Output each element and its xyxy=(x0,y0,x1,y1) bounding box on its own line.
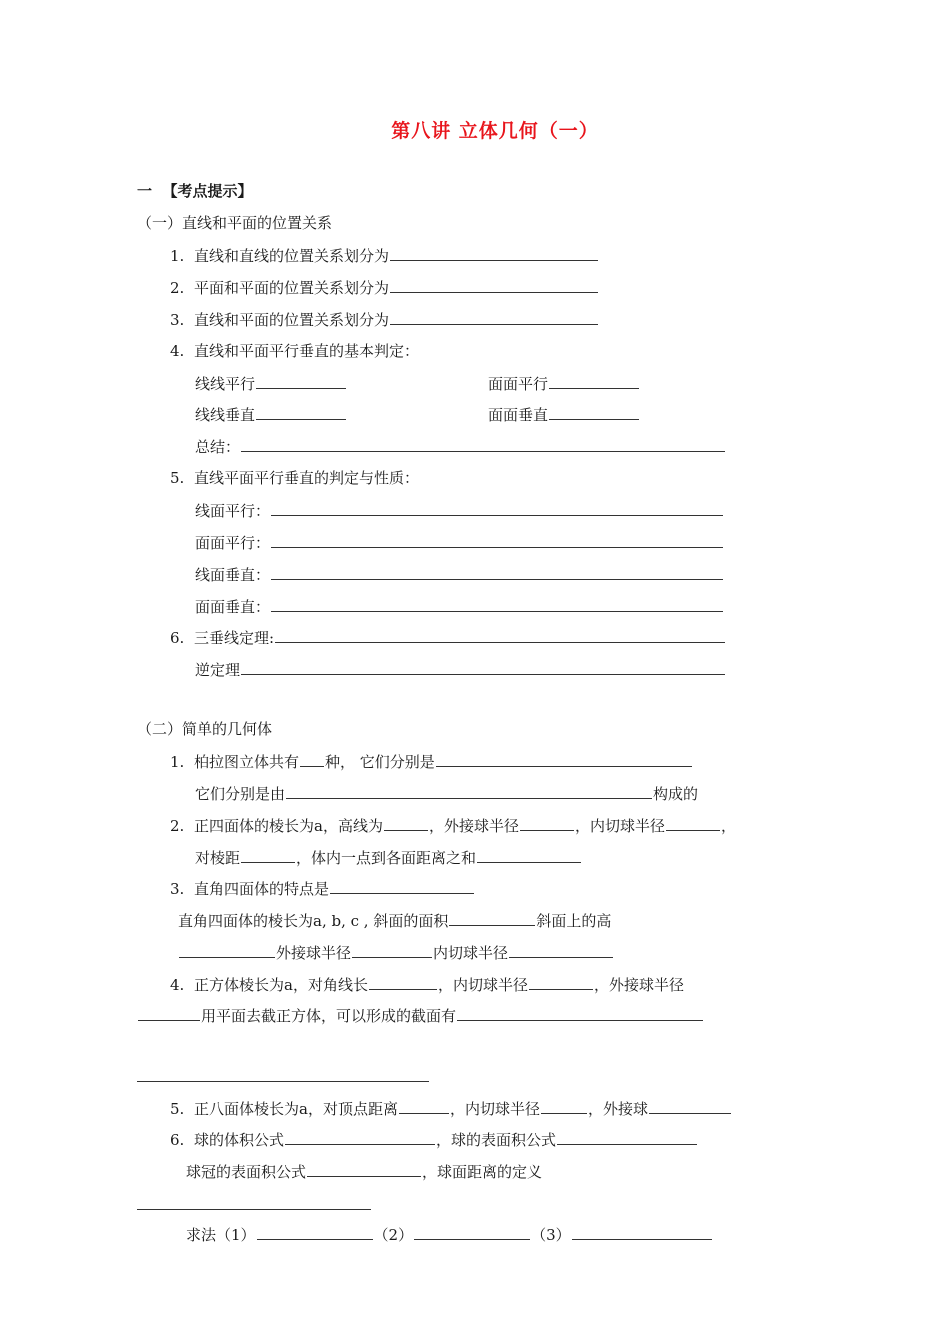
text: ，体内一点到各面距离之和 xyxy=(296,849,477,867)
text: ，球面距离的定义 xyxy=(422,1163,543,1181)
label: 逆定理 xyxy=(195,661,241,679)
problem-3-line-2 xyxy=(178,910,611,931)
item-4-plane-perpendicular xyxy=(488,404,640,425)
text: 直角四面体的特点是 xyxy=(194,880,330,898)
answer-blank[interactable] xyxy=(520,815,574,831)
answer-blank[interactable] xyxy=(256,404,346,420)
text: ，外接球半径 xyxy=(428,817,519,835)
text: 求法（1） xyxy=(186,1226,256,1244)
item-6 xyxy=(170,627,726,648)
answer-blank[interactable] xyxy=(352,942,432,958)
answer-blank[interactable] xyxy=(241,847,295,863)
section-heading xyxy=(137,181,252,201)
answer-blank[interactable] xyxy=(257,1224,373,1240)
item-text: 平面和平面的位置关系划分为 xyxy=(194,279,390,297)
subsection-title-1: （一）直线和平面的位置关系 xyxy=(137,214,333,232)
text: ，外接球 xyxy=(587,1100,648,1118)
label: 面面平行 xyxy=(488,375,549,393)
problem-3 xyxy=(170,878,475,899)
text: （2） xyxy=(373,1226,414,1244)
answer-blank[interactable] xyxy=(572,1224,712,1240)
item-6-converse xyxy=(195,659,726,680)
item-text: 直线和平面的位置关系划分为 xyxy=(194,311,390,329)
text: （3） xyxy=(531,1226,571,1244)
item-2 xyxy=(170,277,599,298)
text: 直角四面体的棱长为a, b, c , 斜面的面积 xyxy=(178,912,449,930)
item-4 xyxy=(170,341,419,361)
item-4-line-parallel xyxy=(195,373,347,394)
item-number: 4. xyxy=(170,342,185,360)
answer-blank[interactable] xyxy=(307,1161,421,1177)
answer-blank[interactable] xyxy=(300,751,324,767)
answer-blank[interactable] xyxy=(275,627,725,643)
answer-blank[interactable] xyxy=(541,1098,587,1114)
answer-blank[interactable] xyxy=(457,1005,703,1021)
item-number: 3. xyxy=(170,880,185,898)
answer-blank[interactable] xyxy=(271,532,723,548)
item-3 xyxy=(170,309,599,330)
answer-blank[interactable] xyxy=(649,1098,731,1114)
answer-blank[interactable] xyxy=(666,815,720,831)
label: 线面垂直： xyxy=(195,566,271,584)
problem-4 xyxy=(170,974,684,995)
section-number: 一 xyxy=(137,182,153,200)
text: 球的体积公式 xyxy=(194,1131,285,1149)
section-heading-text: 【考点提示】 xyxy=(162,182,253,200)
problem-6 xyxy=(170,1129,698,1150)
answer-blank[interactable] xyxy=(436,751,692,767)
answer-blank[interactable] xyxy=(557,1129,697,1145)
answer-blank[interactable] xyxy=(137,1209,371,1210)
text: 种， 它们分别是 xyxy=(325,753,435,771)
item-number: 1. xyxy=(170,247,185,265)
text: 对棱距 xyxy=(195,849,241,867)
problem-6-line-3 xyxy=(186,1224,713,1245)
problem-6-line-2 xyxy=(186,1161,542,1182)
text: 构成的 xyxy=(653,785,699,803)
item-number: 6. xyxy=(170,629,185,647)
text: 它们分别是由 xyxy=(195,785,286,803)
text: 内切球半径 xyxy=(433,944,509,962)
item-number: 3. xyxy=(170,311,185,329)
answer-blank[interactable] xyxy=(271,564,723,580)
item-number: 5. xyxy=(170,469,185,487)
item-text: 直线和直线的位置关系划分为 xyxy=(194,247,390,265)
answer-blank[interactable] xyxy=(529,974,593,990)
answer-blank[interactable] xyxy=(241,436,725,452)
label: 面面垂直： xyxy=(195,598,271,616)
answer-blank[interactable] xyxy=(390,277,598,293)
problem-2-line-2 xyxy=(195,847,582,868)
answer-blank[interactable] xyxy=(549,404,639,420)
answer-blank[interactable] xyxy=(549,373,639,389)
item-5-a xyxy=(195,500,724,521)
label: 线线垂直 xyxy=(195,406,256,424)
text: 球冠的表面积公式 xyxy=(186,1163,307,1181)
item-number: 1. xyxy=(170,753,185,771)
text: ，外接球半径 xyxy=(593,976,684,994)
text: 用平面去截正方体，可以形成的截面有 xyxy=(201,1007,457,1025)
answer-blank[interactable] xyxy=(286,783,652,799)
text: 正方体棱长为a，对角线长 xyxy=(194,976,368,994)
answer-blank[interactable] xyxy=(384,815,428,831)
text: 正八面体棱长为a，对顶点距离 xyxy=(194,1100,398,1118)
answer-blank[interactable] xyxy=(271,596,723,612)
label: 面面平行： xyxy=(195,534,271,552)
text: ，内切球半径 xyxy=(449,1100,540,1118)
answer-blank[interactable] xyxy=(477,847,581,863)
subsection-title-2: （二）简单的几何体 xyxy=(137,720,273,738)
answer-blank[interactable] xyxy=(241,659,725,675)
item-4-line-perpendicular xyxy=(195,404,347,425)
problem-4-line-2 xyxy=(137,1005,704,1026)
answer-blank[interactable] xyxy=(369,974,437,990)
label: 总结： xyxy=(195,438,241,456)
text: ， xyxy=(720,817,736,835)
answer-blank[interactable] xyxy=(509,942,613,958)
item-1 xyxy=(170,245,599,266)
item-4-plane-parallel xyxy=(488,373,640,394)
answer-blank[interactable] xyxy=(414,1224,530,1240)
page-title: 第八讲 立体几何（一） xyxy=(391,120,599,142)
text: 柏拉图立体共有 xyxy=(194,753,300,771)
text: 斜面上的高 xyxy=(536,912,612,930)
item-5-d xyxy=(195,596,724,617)
problem-2 xyxy=(170,815,736,836)
label: 面面垂直 xyxy=(488,406,549,424)
answer-blank[interactable] xyxy=(137,1081,429,1082)
problem-3-line-3 xyxy=(178,942,614,963)
answer-blank[interactable] xyxy=(399,1098,449,1114)
label: 线面平行： xyxy=(195,502,271,520)
answer-blank[interactable] xyxy=(271,500,723,516)
item-5 xyxy=(170,468,419,488)
answer-blank[interactable] xyxy=(390,245,598,261)
item-number: 6. xyxy=(170,1131,185,1149)
item-number: 4. xyxy=(170,976,185,994)
answer-blank[interactable] xyxy=(256,373,346,389)
item-text: 三垂线定理: xyxy=(194,629,275,647)
answer-blank[interactable] xyxy=(138,1005,200,1021)
problem-5 xyxy=(170,1098,732,1119)
text: ，内切球半径 xyxy=(437,976,528,994)
answer-blank[interactable] xyxy=(390,309,598,325)
text: 正四面体的棱长为a，高线为 xyxy=(194,817,383,835)
item-number: 5. xyxy=(170,1100,185,1118)
answer-blank[interactable] xyxy=(449,910,535,926)
item-text: 直线平面平行垂直的判定与性质： xyxy=(194,469,420,487)
item-4-summary xyxy=(195,436,726,457)
item-number: 2. xyxy=(170,279,185,297)
text: ，球的表面积公式 xyxy=(436,1131,557,1149)
item-text: 直线和平面平行垂直的基本判定： xyxy=(194,342,420,360)
problem-1 xyxy=(170,751,693,772)
item-5-b xyxy=(195,532,724,553)
answer-blank[interactable] xyxy=(285,1129,435,1145)
item-5-c xyxy=(195,564,724,585)
answer-blank[interactable] xyxy=(179,942,275,958)
text: 外接球半径 xyxy=(276,944,352,962)
item-number: 2. xyxy=(170,817,185,835)
problem-1-line-2 xyxy=(195,783,698,804)
label: 线线平行 xyxy=(195,375,256,393)
text: ，内切球半径 xyxy=(574,817,665,835)
answer-blank[interactable] xyxy=(330,878,474,894)
